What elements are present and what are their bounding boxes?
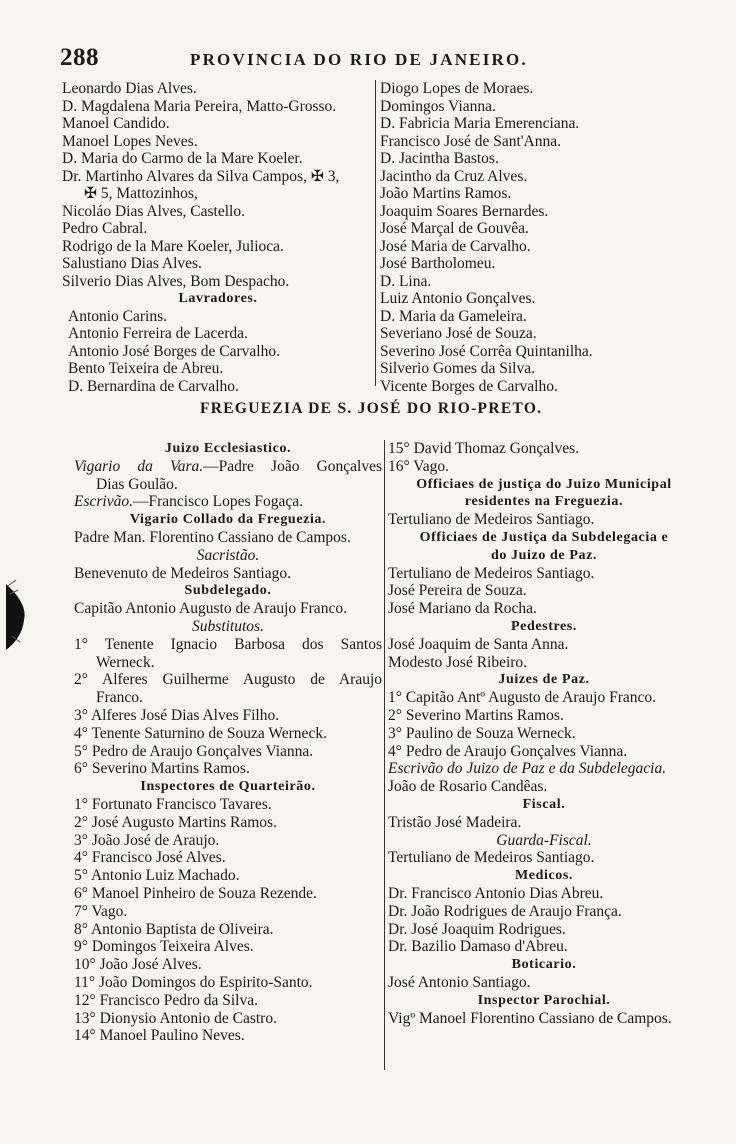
list-item: D. Lina. [380, 272, 432, 290]
list-item: Capitão Antonio Augusto de Araujo Franco. [74, 600, 347, 618]
role-label: Vigario da Vara. [74, 457, 204, 475]
bottom-right-column [388, 440, 700, 1027]
list-item: Tertuliano de Medeiros Santiago. [388, 849, 595, 867]
list-item: Severiano José de Souza. [380, 325, 537, 342]
running-title: PROVINCIA DO RIO DE JANEIRO. [190, 50, 528, 69]
list-item: Pedro Cabral. [62, 220, 148, 237]
list-item: Diogo Lopes de Moraes. [380, 80, 534, 97]
list-item: Dias Goulão. [96, 475, 178, 493]
list-item: Dr. João Rodrigues de Araujo França. [388, 902, 622, 920]
section-heading: Vigario Collado da Freguezia. [129, 512, 327, 528]
section-heading: Fiscal. [522, 796, 566, 812]
list-item [74, 493, 382, 511]
list-item: José Marçal de Gouvêa. [380, 220, 529, 237]
list-item: José Bartholomeu. [380, 255, 496, 272]
list-item: 2° Severino Martins Ramos. [388, 706, 564, 724]
list-item: 3° Alferes José Dias Alves Filho. [74, 706, 280, 724]
list-item: Tertuliano de Medeiros Santiago. [388, 564, 595, 582]
list-item: Luiz Antonio Gonçalves. [380, 290, 536, 307]
list-item: José Antonio Santiago. [388, 973, 531, 991]
list-item: Franco. [96, 689, 143, 707]
section-heading: Medicos. [514, 868, 574, 884]
list-item: Antonio José Borges de Carvalho. [68, 342, 280, 360]
top-right-column [380, 80, 700, 395]
list-item: 3° João José de Araujo. [74, 831, 220, 849]
list-item: Vicente Borges de Carvalho. [380, 377, 558, 395]
list-item: 11° João Domingos do Espirito-Santo. [74, 973, 313, 991]
list-item: 13° Dionysio Antonio de Castro. [74, 1009, 277, 1027]
list-item: D. Bernardina de Carvalho. [68, 377, 239, 395]
list-item: Manoel Lopes Neves. [62, 132, 198, 150]
list-item: José Joaquim de Santa Anna. [388, 635, 569, 653]
section-heading: Inspectores de Quarteirão. [140, 779, 316, 795]
list-item: D. Magdalena Maria Pereira, Matto-Grosso. [62, 97, 337, 115]
list-item: 3° Paulino de Souza Werneck. [388, 724, 576, 742]
list-item: João de Rosario Candêas. [388, 778, 548, 796]
list-item: Modesto José Ribeiro. [388, 653, 528, 671]
section-heading: Subdelegado. [184, 583, 272, 599]
list-item: Nicoláo Dias Alves, Castello. [62, 202, 245, 220]
list-item: Silverio Gomes da Silva. [380, 360, 535, 377]
list-item: 7° Vago. [74, 902, 128, 920]
list-item: 5° Pedro de Araujo Gonçalves Vianna. [74, 742, 314, 760]
list-item: Vigº Manoel Florentino Cassiano de Campos. [388, 1009, 672, 1027]
list-item: Benevenuto de Medeiros Santiago. [74, 564, 291, 582]
section-subheading: Substitutos. [192, 617, 264, 635]
list-item: Francisco José de Sant'Anna. [380, 132, 562, 150]
list-item: José Maria de Carvalho. [380, 237, 531, 255]
list-item: Domingos Vianna. [380, 97, 496, 115]
section-heading: Lavradores. [178, 291, 258, 306]
list-item: Joaquim Soares Bernardes. [380, 202, 549, 220]
list-item: 6° Manoel Pinheiro de Souza Rezende. [74, 884, 317, 902]
list-item: José Mariano da Rocha. [388, 600, 537, 618]
list-item: Silverio Dias Alves, Bom Despacho. [62, 272, 290, 290]
list-item: Dr. José Joaquim Rodrigues. [388, 920, 566, 938]
list-item: 4° Francisco José Alves. [74, 849, 226, 867]
list-item: 12° Francisco Pedro da Silva. [74, 991, 258, 1009]
list-item: João Martins Ramos. [380, 185, 512, 202]
bottom-left-column [74, 440, 382, 1045]
page-number: 288 [60, 44, 99, 71]
section-heading: Boticario. [511, 957, 577, 973]
list-item: 1° Tenente Ignacio Barbosa dos Santos [74, 635, 382, 653]
list-item: Dr. Bazilio Damaso d'Abreu. [388, 938, 568, 956]
list-item: 10° João José Alves. [74, 956, 202, 974]
section-title: FREGUEZIA DE S. JOSÉ DO RIO-PRETO. [200, 400, 543, 417]
list-item: ✠ 5, Mattozinhos, [84, 185, 198, 202]
list-item: Tristão José Madeira. [388, 813, 522, 831]
list-item: 2° Alferes Guilherme Augusto de Araujo [74, 671, 382, 689]
section-heading: Pedestres. [511, 618, 577, 634]
list-item: D. Maria do Carmo de la Mare Koeler. [62, 150, 303, 167]
list-item: 6° Severino Martins Ramos. [74, 760, 250, 778]
list-item: Antonio Ferreira de Lacerda. [68, 325, 248, 342]
list-item: 14° Manoel Paulino Neves. [74, 1027, 245, 1045]
section-heading: Juizes de Paz. [498, 672, 590, 688]
bookmark-ribbon-icon [4, 576, 42, 656]
list-item: Salustiano Dias Alves. [62, 255, 202, 272]
list-item: José Pereira de Souza. [388, 582, 527, 600]
list-item: 1° Capitão Antº Augusto de Araujo Franco. [388, 689, 657, 707]
column-rule-bottom [384, 440, 385, 1070]
section-subheading: Sacristão. [196, 546, 260, 564]
section-heading: Officiaes de Justiça da Subdelegacia e [419, 529, 669, 545]
list-item: Antonio Carins. [68, 307, 168, 325]
list-item: 1° Fortunato Francisco Tavares. [74, 795, 272, 813]
list-item: Werneck. [96, 653, 155, 671]
list-item: 2° José Augusto Martins Ramos. [74, 813, 277, 831]
section-heading: Inspector Parochial. [477, 992, 611, 1008]
list-item: Dr. Martinho Alvares da Silva Campos, ✠ 3, [62, 167, 340, 185]
list-item: 5° Antonio Luiz Machado. [74, 867, 240, 885]
list-item: D. Fabricia Maria Emerenciana. [380, 115, 580, 132]
section-heading: Juizo Ecclesiastico. [164, 441, 292, 456]
page-header [60, 44, 700, 74]
list-item: Rodrigo de la Mare Koeler, Julioca. [62, 237, 284, 255]
list-item: Leonardo Dias Alves. [62, 80, 197, 97]
column-rule-top [375, 80, 376, 386]
list-item: 4° Tenente Saturnino de Souza Werneck. [74, 724, 327, 742]
section-subheading: Escrivão do Juizo de Paz e da Subdelegacia. [388, 760, 667, 778]
role-name: —Francisco Lopes Fogaça. [132, 493, 304, 511]
list-item: 8° Antonio Baptista de Oliveira. [74, 920, 274, 938]
list-item: 15° David Thomaz Gonçalves. [388, 440, 580, 457]
top-left-column [62, 80, 374, 395]
list-item: D. Maria da Gameleira. [380, 307, 527, 325]
list-item: Jacintho da Cruz Alves. [380, 167, 528, 185]
list-item: Dr. Francisco Antonio Dias Abreu. [388, 884, 604, 902]
list-item: Manoel Candido. [62, 115, 170, 132]
section-subheading: Guarda-Fiscal. [496, 831, 592, 849]
section-heading: do Juizo de Paz. [490, 547, 598, 563]
list-item: Bento Teixeira de Abreu. [68, 360, 224, 377]
list-item [74, 458, 382, 476]
role-label: Escrivão. [74, 493, 133, 511]
list-item: 9° Domingos Teixeira Alves. [74, 938, 254, 956]
list-item: 4° Pedro de Araujo Gonçalves Vianna. [388, 742, 628, 760]
list-item: Tertuliano de Medeiros Santiago. [388, 511, 595, 529]
section-heading: residentes na Freguezia. [464, 494, 624, 510]
list-item: Severino José Corrêa Quintanilha. [380, 342, 593, 360]
list-item: D. Jacintha Bastos. [380, 150, 499, 167]
section-heading: Officiaes de justiça do Juizo Municipal [416, 476, 672, 492]
list-item: Padre Man. Florentino Cassiano de Campos. [74, 528, 351, 546]
role-name: —Padre João Gonçalves [203, 457, 382, 475]
list-item: 16° Vago. [388, 457, 450, 475]
